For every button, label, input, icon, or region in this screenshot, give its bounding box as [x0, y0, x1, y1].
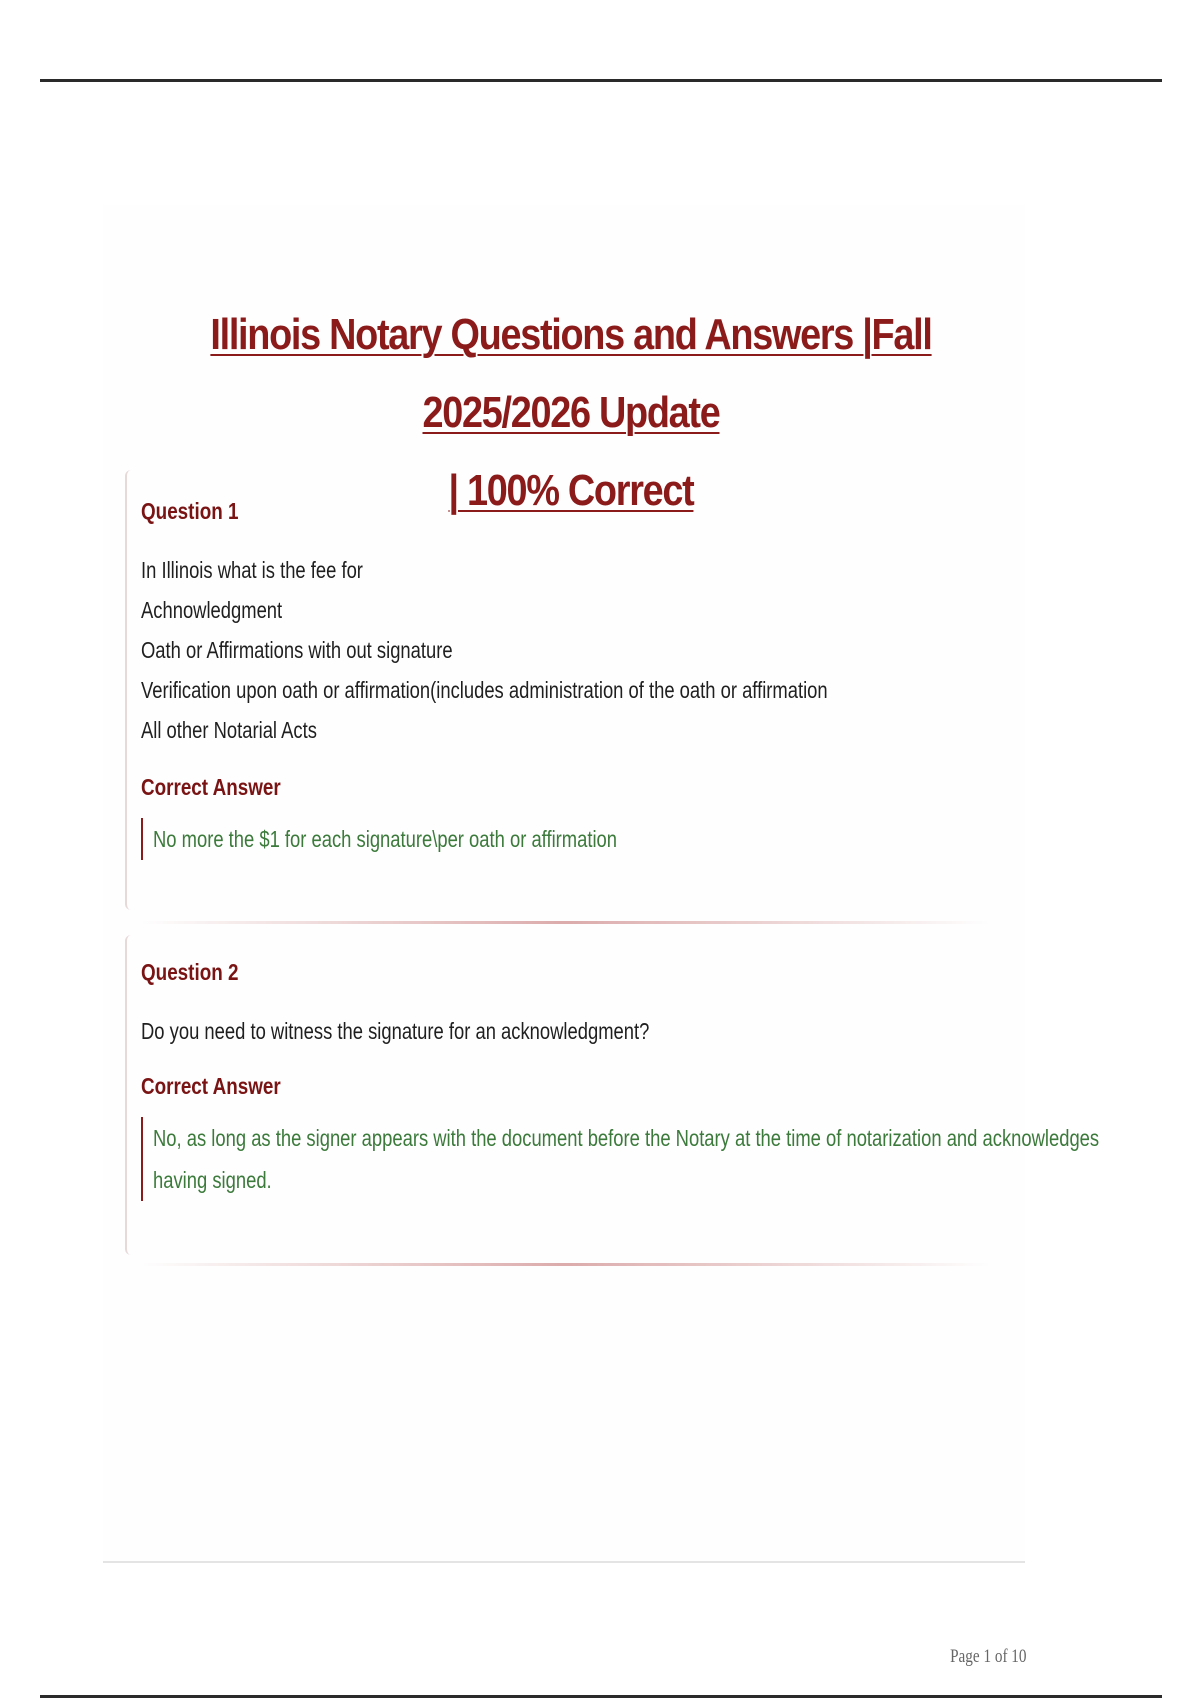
card-divider: [140, 1263, 990, 1266]
card-divider: [140, 921, 990, 924]
question-line: In Illinois what is the fee for: [141, 557, 363, 583]
page-number: Page 1 of 10: [950, 1646, 1027, 1667]
question-line: All other Notarial Acts: [141, 717, 317, 743]
answer-block: [141, 1117, 1100, 1201]
question-text: [141, 1011, 776, 1051]
title-line-1: Illinois Notary Questions and Answers |Fall 2025/2026 Update: [210, 310, 932, 437]
question-text: [141, 550, 999, 750]
title-line-2: | 100% Correct: [448, 466, 694, 515]
question-line: Do you need to witness the signature for an acknowledgment?: [141, 1018, 650, 1044]
bottom-rule: [40, 1695, 1162, 1698]
question-line: Achnowledgment: [141, 597, 283, 623]
footer-rule: [103, 1561, 1025, 1563]
question-card-2: [125, 935, 1100, 1255]
answer-line: having signed.: [153, 1167, 272, 1193]
question-line: Oath or Affirmations with out signature: [141, 637, 453, 663]
top-rule: [40, 79, 1162, 82]
correct-answer-label: Correct Answer: [141, 1073, 281, 1099]
question-label: Question 1: [141, 498, 239, 524]
question-line: Verification upon oath or affirmation(includes administration of the oath or affirmation: [141, 677, 828, 703]
answer-line: No more the $1 for each signature\per oath or affirmation: [153, 826, 618, 852]
question-card-1: [125, 470, 987, 910]
correct-answer-label: Correct Answer: [141, 774, 281, 800]
question-label: Question 2: [141, 959, 239, 985]
answer-block: [141, 818, 973, 860]
answer-line: No, as long as the signer appears with the document before the Notary at the time of notarization and acknowledges: [153, 1125, 1100, 1151]
